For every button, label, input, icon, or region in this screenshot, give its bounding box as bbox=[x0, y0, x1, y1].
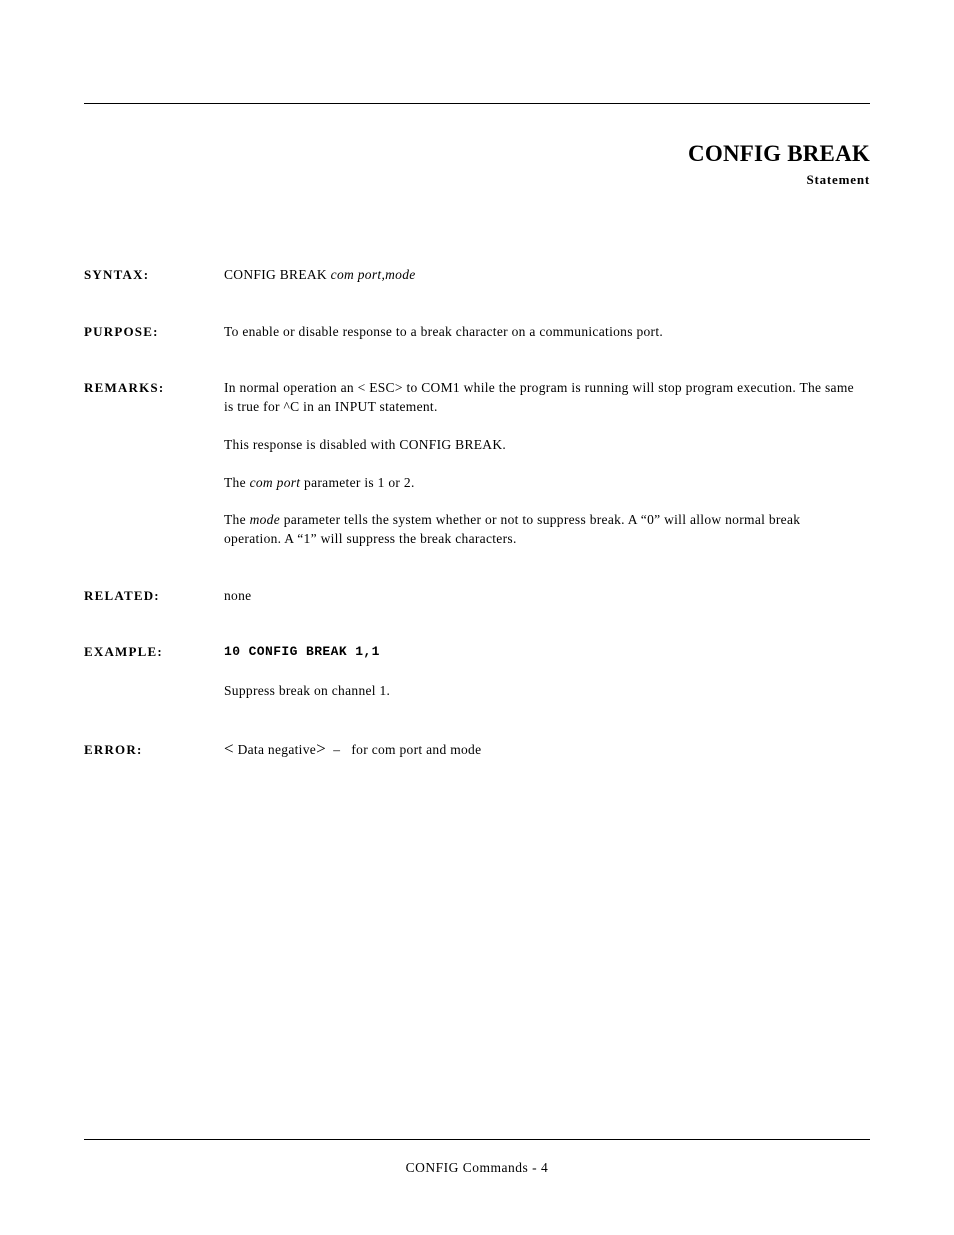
example-label: EXAMPLE: bbox=[84, 644, 163, 659]
syntax-text bbox=[224, 265, 854, 284]
example-code: 10 CONFIG BREAK 1,1 bbox=[224, 644, 380, 659]
remarks-paragraph-1: In normal operation an < ESC> to COM1 while the program is running will stop program execution. The same is true for ^C in an INPUT statement. bbox=[224, 380, 854, 414]
syntax-label: SYNTAX: bbox=[84, 267, 150, 282]
remarks-paragraph-2: This response is disabled with CONFIG BREAK. bbox=[224, 437, 507, 452]
remarks-p3-pre: The bbox=[224, 475, 250, 490]
error-gt: > bbox=[316, 739, 326, 758]
error-label: ERROR: bbox=[84, 742, 143, 757]
header-rule bbox=[84, 103, 870, 104]
error-message: Data negative bbox=[233, 742, 317, 757]
remarks-p3-post: parameter is 1 or 2. bbox=[300, 475, 415, 490]
remarks-label: REMARKS: bbox=[84, 380, 165, 395]
error-suffix: – for com port and mode bbox=[325, 742, 482, 757]
purpose-label: PURPOSE: bbox=[84, 324, 159, 339]
error-text bbox=[224, 739, 854, 759]
page-footer: CONFIG Commands - 4 bbox=[405, 1160, 549, 1175]
related-label: RELATED: bbox=[84, 588, 160, 603]
remarks-p4-em: mode bbox=[249, 512, 281, 527]
remarks-paragraph-4 bbox=[224, 510, 854, 548]
page-subtitle: Statement bbox=[806, 172, 870, 187]
remarks-p4-pre: The bbox=[224, 512, 250, 527]
example-note: Suppress break on channel 1. bbox=[224, 683, 391, 698]
page-title: CONFIG BREAK bbox=[688, 141, 870, 166]
remarks-paragraph-3 bbox=[224, 473, 854, 492]
footer-rule bbox=[84, 1139, 870, 1140]
remarks-p4-post: parameter tells the system whether or not to suppress break. A “0” will allow normal break operation. A “1” will suppress the break characters. bbox=[224, 512, 801, 546]
error-lt: < bbox=[224, 739, 234, 758]
syntax-command: CONFIG BREAK bbox=[224, 267, 331, 282]
related-text: none bbox=[224, 588, 252, 603]
remarks-p3-em: com port bbox=[249, 475, 301, 490]
syntax-args: com port,mode bbox=[330, 267, 416, 282]
purpose-text: To enable or disable response to a break character on a communications port. bbox=[224, 324, 664, 339]
